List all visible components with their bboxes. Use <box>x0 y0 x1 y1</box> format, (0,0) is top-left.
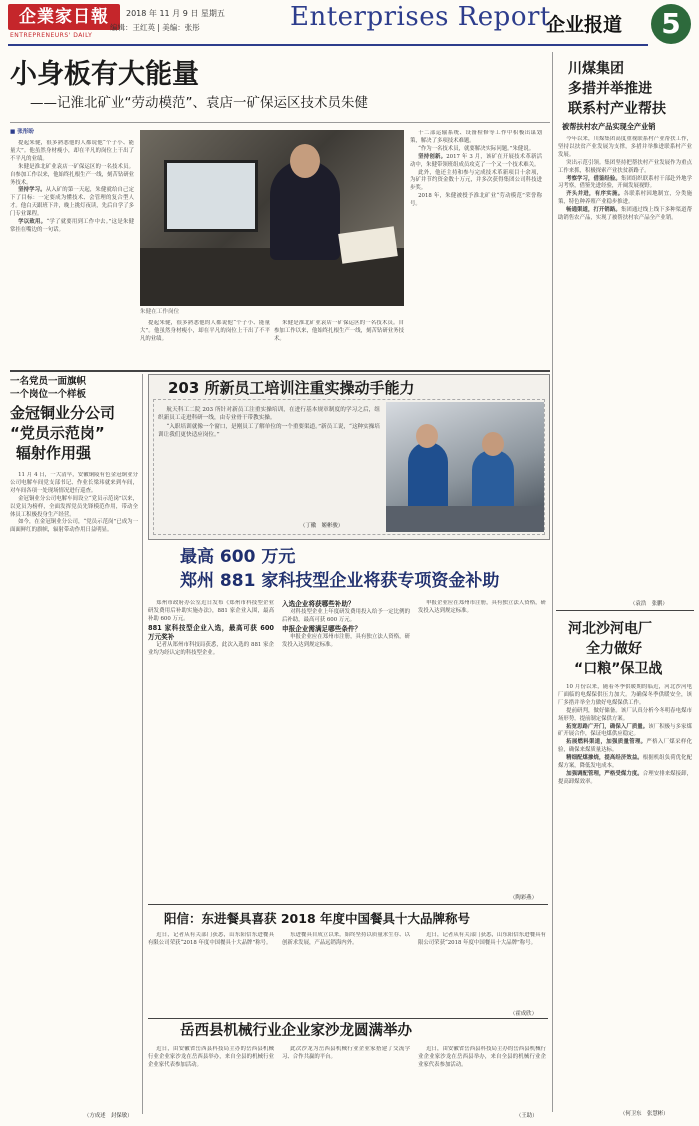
paragraph: 10 月份以来，随着冬季供暖期的临近，河北沙河电厂面临的电煤保供压力加大。为确保冬季供暖安全，该厂多措并举全力做好电煤保供工作。 <box>558 684 692 706</box>
subhead: 精细配煤掺烧，提高经济效益。 <box>566 755 643 762</box>
right2-title-2: 全力做好 <box>586 641 642 657</box>
masthead <box>0 0 699 48</box>
subhead: 881 家科技型企业入选，最高可获 600 万元奖补 <box>148 623 274 641</box>
right1-title-3: 联系村产业帮扶 <box>568 101 666 117</box>
zhengzhou-title-1: 最高 600 万元 <box>180 547 296 567</box>
food-credit: （霍成欣） <box>510 1011 537 1017</box>
paragraph: 近日，记者从有关部门获悉，山东阳信东进餐具有限公司荣获“2018 年度中国餐具十大品牌”称号。 <box>148 932 274 946</box>
paragraph: 坚持学习。从入矿的第一天起，朱健就给自己定下了目标：一定要成为懂技术、会管理的复合型人才。他白天跟班下井，晚上挑灯夜读，先后自学了多门专业课程。 <box>10 187 134 218</box>
subhead: 拓展燃料渠道，加强质量管理。 <box>566 739 647 746</box>
machinery-col-3 <box>418 1046 546 1112</box>
right-column-divider <box>552 52 553 1112</box>
paragraph: 近日，记者从有关部门获悉，山东阳信东进餐具有限公司荣获“2018 年度中国餐具十大品牌”称号。 <box>418 932 546 946</box>
training-credit: （丁徽 姬彬骏） <box>300 523 344 529</box>
lead-col-1 <box>10 140 134 366</box>
page-number-badge <box>651 4 691 44</box>
page-number: 5 <box>661 7 681 40</box>
left2-credit: （方成述 封保敏） <box>84 1113 133 1119</box>
paragraph: 此次沙龙为岳西县机械行业企业家搭建了交流学习、合作共赢的平台。 <box>282 1046 410 1060</box>
paragraph: 金冠铜业分公司电解车间设立“党员示范岗”以来，以党员为榜样，全面发挥党员先锋模范作用，带动全体员工积极投身生产经营。 <box>10 495 138 518</box>
logo-cn: 企業家日報 <box>19 7 109 27</box>
paragraph: 齐头并进，有序实施。各联系村因地制宜，分类施策，特色种养殖产业稳步推进。 <box>558 191 692 206</box>
newspaper-logo <box>8 4 120 30</box>
subhead: 申报企业需满足哪些条件？ <box>282 624 362 633</box>
paragraph: 十二部运输系统、设备检修等工作中积极出谋划策，解决了多项技术难题。 <box>410 130 542 144</box>
left2-title-3: 辐射作用强 <box>16 444 92 462</box>
subhead: 齐头并进，有序实施。 <box>566 191 624 198</box>
paragraph: 2018 年，朱健被授予淮北矿业“劳动模范”荣誉称号。 <box>410 193 542 208</box>
paragraph: 东进餐具自成立以来，始终坚持以质量求生存、以创新求发展，产品远销海内外。 <box>282 932 410 946</box>
subhead: 考察学习，借鉴经验。 <box>566 175 621 182</box>
zhengzhou-title-2: 郑州 881 家科技型企业将获专项资金补助 <box>180 571 500 591</box>
paragraph: 学以致用。“学了就要用到工作中去。”这是朱健常挂在嘴边的一句话。 <box>10 219 134 233</box>
right1-title-1: 川煤集团 <box>568 61 624 77</box>
editor-line: 编辑：王红英 | 美编：张彤 <box>110 23 200 32</box>
paragraph: 记者从郑州市科技局获悉，此次入选的 881 家企业均为经认定的科技型企业。 <box>148 641 274 656</box>
paragraph: 航天科工二院 203 所针对新员工注重实操培训，在进行基本规章制度的学习之后，组织新员工走进科研一线，由专业骨干带教实操。 <box>158 407 380 422</box>
right1-bottom-rule <box>556 610 694 611</box>
training-photo-bench <box>386 506 544 532</box>
paragraph: 突出示范引领。集团坚持把帮扶村产业发展作为重点工作来抓，积极探索产业扶贫新路子。 <box>558 159 692 174</box>
paragraph: 近日，由安徽省岳西县科技局主办的岳西县机械行业企业家沙龙在岳西县举办，来自全县的机械行业企业家代表参加活动。 <box>418 1046 546 1068</box>
paragraph: 拓宽思路广开门，确保入厂质量。该厂积极与多家煤矿开展合作，保证电煤供应稳定。 <box>558 723 692 738</box>
lead-byline: ■ 张彤盼 <box>10 129 35 135</box>
training-photo-head-1 <box>416 424 438 448</box>
right2-body <box>558 684 692 1104</box>
lead-photo <box>140 130 404 306</box>
paragraph: 加强调配管理，严格受煤力度。合理安排来煤接卸，提高卸煤效率。 <box>558 770 692 785</box>
paragraph: 朱健是淮北矿业袁店一矿保运区的一名技术员。自参加工作以来，他始终扎根生产一线，刻苦钻研业务技术。 <box>274 320 404 342</box>
paragraph: 提前研判，做好储备。该厂认真分析今冬明春电煤市场形势，提前制定保供方案。 <box>558 707 692 722</box>
paragraph: “作为一名技术员，就要解决实际问题。”朱健说。 <box>418 145 535 152</box>
paragraph: 畅通渠道，打开销路。集团通过线上线下多种渠道帮助销售农产品，实现了被帮扶村农产品全产业销。 <box>558 207 692 222</box>
paragraph: 提起朱健，很多熟悉他的人都说他“个子小、能量大”。他虽然身材瘦小，却在平凡的岗位上干出了不平凡的业绩。 <box>10 140 134 162</box>
left2-title-1: 金冠铜业分公司 <box>10 404 116 422</box>
subhead: 畅通渠道，打开销路。 <box>566 207 621 214</box>
paragraph: 申报企业应在郑州市注册，具有独立法人资格，研发投入达到规定标准。 <box>418 600 546 614</box>
paragraph: 精细配煤掺烧，提高经济效益。根据机组负荷优化配煤方案，降低发电成本。 <box>558 755 692 770</box>
left-column-divider <box>142 374 143 1114</box>
training-body <box>158 406 380 532</box>
lead-title: 小身板有大能量 <box>10 59 199 90</box>
machinery-col-1 <box>148 1046 274 1112</box>
photo-monitor <box>164 160 258 232</box>
paragraph: “入职培训就像一个窗口，是刚员工了解单位的一个重要渠道。”新员工说，“这种实操培训让我们更快适应岗位。” <box>158 423 380 439</box>
subhead: 坚持学习。 <box>18 187 46 194</box>
machinery-col-2 <box>282 1046 410 1112</box>
paragraph: 11 月 4 日，一大清早，安徽铜陵有色金冠铜业分公司电解车间党支部书记、作业长梁玮就来到车间，对车间各项一处现场情况进行巡查。 <box>10 472 138 494</box>
subhead: 学以致用。 <box>18 219 47 226</box>
machinery-title: 岳西县机械行业企业家沙龙圆满举办 <box>180 1023 412 1039</box>
training-title: 203 所新员工培训注重实操动手能力 <box>168 379 415 397</box>
logo-en: ENTREPRENEURS' DAILY <box>10 32 93 39</box>
lead-top-rule <box>10 122 550 123</box>
weekday: 星期五 <box>200 9 225 18</box>
paragraph: 对科技型企业上年度研发费用投入给予一定比例的后补助，最高可获 600 万元。 <box>282 609 410 623</box>
paragraph: 朱健是淮北矿业袁店一矿保运区的一名技术员。自参加工作以来，他始终扎根生产一线，刻苦钻研业务技术。 <box>10 163 134 186</box>
right2-credit: （何卫东 张慧彬） <box>620 1111 669 1117</box>
lead-col-3 <box>274 320 404 366</box>
zhengzhou-col-1 <box>148 600 274 900</box>
right1-title-2: 多措并举推进 <box>568 81 652 97</box>
right2-title-3: “口粮”保卫战 <box>574 661 663 677</box>
paragraph: 近日，由安徽省岳西县科技局主办的岳西县机械行业企业家沙龙在岳西县举办，来自全县的机械行业企业家代表参加活动。 <box>148 1046 274 1068</box>
machinery-credit: （王助） <box>516 1113 538 1119</box>
issue-date: 2018 年 11 月 9 日 星期五 <box>126 9 225 18</box>
zhengzhou-col-3 <box>418 600 546 900</box>
food-col-3 <box>418 932 546 1012</box>
right1-credit: （袁浩 张鹏） <box>630 601 668 607</box>
left2-title-2: “党员示范岗” <box>10 424 105 442</box>
right1-subtitle: 被帮扶村农产品实现全产业销 <box>562 122 656 131</box>
subhead: 入选企业将获哪些补助？ <box>282 600 355 608</box>
left2-kicker-2: 一个岗位一个样板 <box>10 389 87 400</box>
food-bottom-rule <box>148 1018 548 1019</box>
food-title: 阳信：东进餐具喜获 2018 年度中国餐具十大品牌称号 <box>164 911 470 926</box>
right2-title-1: 河北沙河电厂 <box>568 621 652 637</box>
food-col-1 <box>148 932 274 1012</box>
paragraph: 坚持创新。2017 年 3 月，该矿在开展技术革新活动中，朱健带领班组成员攻克了一个又一个技术难关。 <box>410 153 542 168</box>
training-photo <box>386 402 544 532</box>
paragraph: 此外，他还主持和参与完成技术革新项目十余项，为矿井节约资金数十万元，并多次获得集团公司科技进步奖。 <box>410 169 542 192</box>
photo-head <box>290 144 320 178</box>
subhead: 加强调配管理，严格受煤力度。 <box>566 770 643 777</box>
zhengzhou-bottom-rule <box>148 904 548 905</box>
lead-subtitle: ——记淮北矿业“劳动模范”、袁店一矿保运区技术员朱健 <box>30 95 368 111</box>
paragraph: 申报企业应在郑州市注册，具有独立法人资格，研发投入达到规定标准。 <box>282 633 410 648</box>
zhengzhou-col-2 <box>282 600 410 900</box>
designer: 美编：张彤 <box>162 23 200 32</box>
right1-body <box>558 136 692 576</box>
left2-kicker-1: 一名党员一面旗帜 <box>10 376 87 387</box>
paragraph: 提起朱健，很多熟悉他的人都说他“个子小、能量大”。他虽然身材瘦小，却在平凡的岗位上干出了不平凡的业绩。 <box>140 320 270 342</box>
food-col-2 <box>282 932 410 1012</box>
paragraph: 拓展燃料渠道，加强质量管理。严格入厂煤采样化验，确保来煤质量达标。 <box>558 739 692 754</box>
section-title-cn: 企业报道 <box>546 14 623 36</box>
paragraph: 今年以来，川煤集团高度重视联系村产业帮扶工作，坚持以扶贫产业发展为支撑，多措并举推进联系村产业发展。 <box>558 136 692 158</box>
zhengzhou-credit: （陶彩燕） <box>510 895 537 901</box>
training-photo-head-2 <box>482 432 504 456</box>
lead-bottom-rule <box>10 370 550 372</box>
paragraph: 如今，在金冠铜业分公司，“党员示范岗”已成为一面面鲜红的旗帜，辐射带动作用日益明显。 <box>10 519 138 534</box>
lead-col-4 <box>410 130 542 366</box>
lead-col-2 <box>140 320 270 366</box>
subhead: 拓宽思路广开门，确保入厂质量。 <box>566 723 649 730</box>
paragraph: 郑州市政府办公室近日发布《郑州市科技型企业研发费用后补助实施办法》，881 家企业入围，最高补助 600 万元。 <box>148 600 274 622</box>
section-title-en: Enterprises Report <box>290 2 551 32</box>
masthead-rule <box>8 44 648 46</box>
subhead: 坚持创新。 <box>418 153 447 160</box>
paragraph: 考察学习，借鉴经验。集团组织联系村干部赴外地学习考察，借鉴先进经验，开阔发展视野。 <box>558 175 692 190</box>
left2-body <box>10 472 138 1108</box>
lead-photo-caption: 朱健在工作岗位 <box>140 309 180 315</box>
